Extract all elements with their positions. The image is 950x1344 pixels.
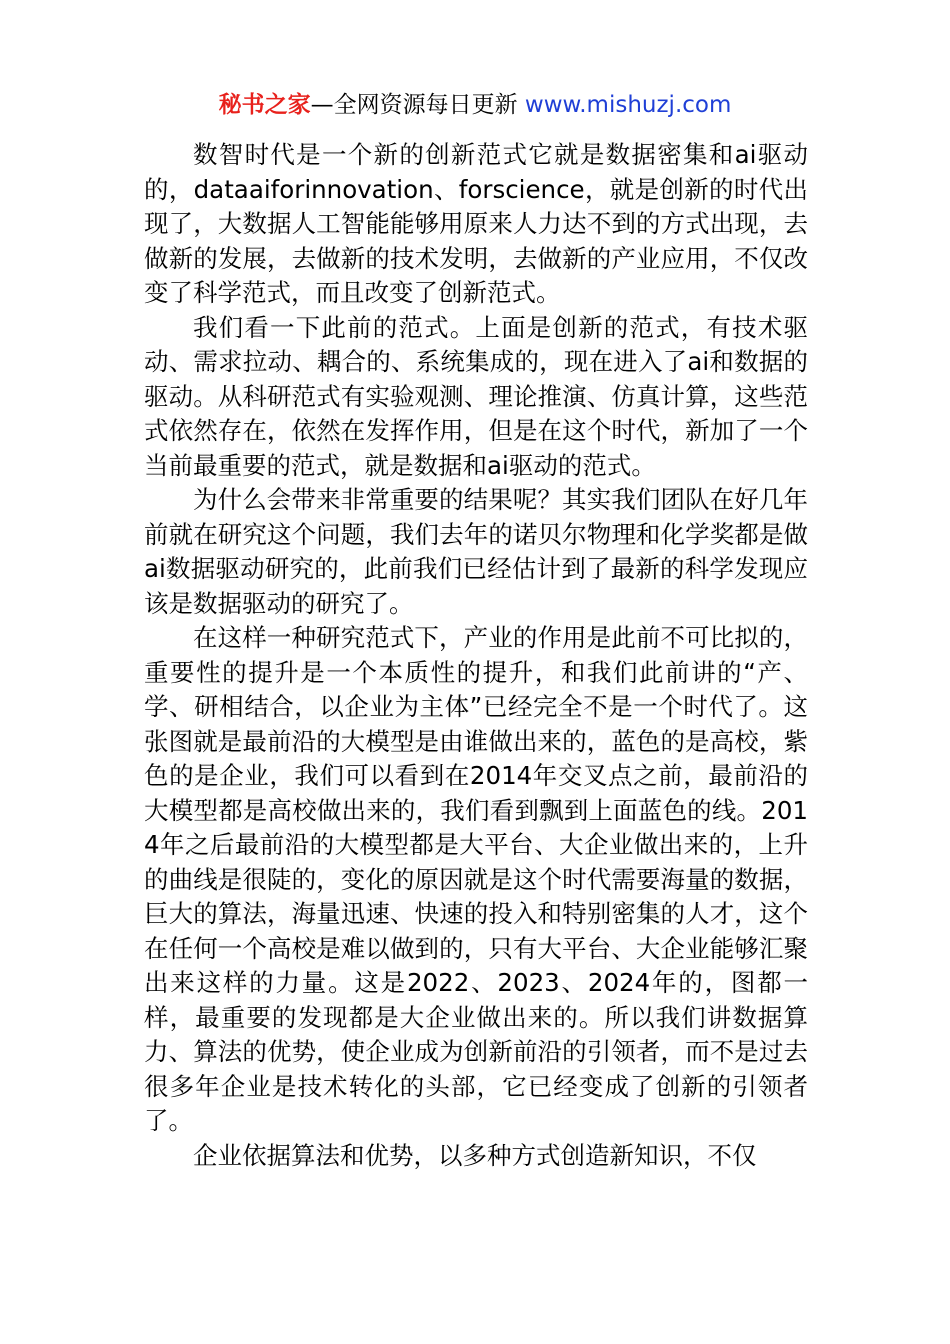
- header-url[interactable]: www.mishuzj.com: [524, 92, 732, 118]
- paragraph: 企业依据算法和优势，以多种方式创造新知识，不仅: [193, 1140, 757, 1170]
- page-header: [0, 88, 950, 122]
- brand-name: 秘书之家: [218, 92, 311, 118]
- paragraph: 数智时代是一个新的创新范式它就是数据密集和ai驱动的，dataaiforinnovation、forscience，就是创新的时代出现了，大数据人工智能能够用原来人力达不到的方式出现，去做新的发展，去做新的技术发明，去做新的产业应用，不仅改变了科学范式，而且改变了创新范式。: [144, 140, 808, 307]
- paragraph: 在这样一种研究范式下，产业的作用是此前不可比拟的，重要性的提升是一个本质性的提升，和我们此前讲的“产、学、研相结合，以企业为主体”已经完全不是一个时代了。这张图就是最前沿的大模型是由谁做出来的，蓝色的是高校，紫色的是企业，我们可以看到在2014年交叉点之前，最前沿的大模型都是高校做出来的，我们看到飘到上面蓝色的线。2014年之后最前沿的大模型都是大平台、大企业做出来的，上升的曲线是很陡的，变化的原因就是这个时代需要海量的数据，巨大的算法，海量迅速、快速的投入和特别密集的人才，这个在任何一个高校是难以做到的，只有大平台、大企业能够汇聚出来这样的力量。这是2022、2023、2024年的，图都一样，最重要的发现都是大企业做出来的。所以我们讲数据算力、算法的优势，使企业成为创新前沿的引领者，而不是过去很多年企业是技术转化的头部，它已经变成了创新的引领者了。: [144, 623, 808, 1135]
- header-tagline: —全网资源每日更新: [310, 92, 525, 118]
- paragraph: 为什么会带来非常重要的结果呢？其实我们团队在好几年前就在研究这个问题，我们去年的诺贝尔物理和化学奖都是做ai数据驱动研究的，此前我们已经估计到了最新的科学发现应该是数据驱动的研究了。: [144, 485, 808, 618]
- document-body: [144, 138, 808, 1173]
- paragraph: 我们看一下此前的范式。上面是创新的范式，有技术驱动、需求拉动、耦合的、系统集成的，现在进入了ai和数据的驱动。从科研范式有实验观测、理论推演、仿真计算，这些范式依然存在，依然在发挥作用，但是在这个时代，新加了一个当前最重要的范式，就是数据和ai驱动的范式。: [144, 312, 808, 480]
